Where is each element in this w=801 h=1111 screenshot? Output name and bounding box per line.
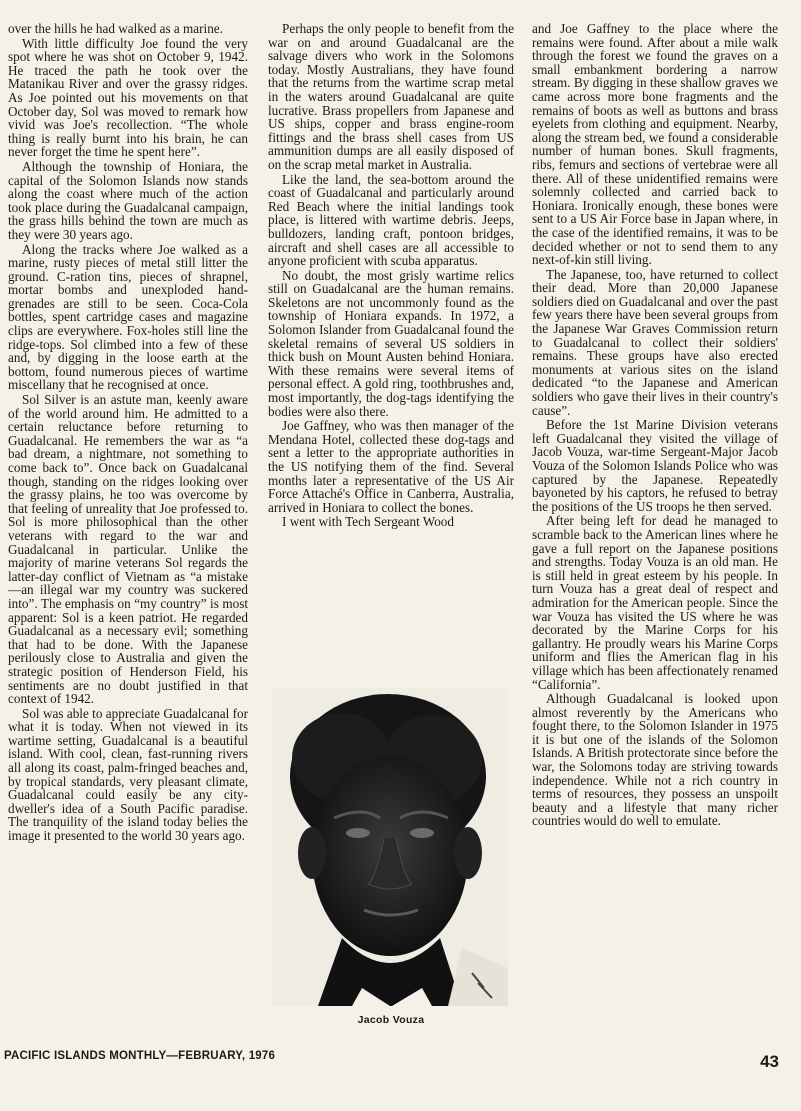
article-column-2 [268, 22, 514, 529]
paragraph: Sol was able to appreciate Guadalcanal for what it is today. When not viewed in its wartime setting, Guadalcanal is a beautiful island. With cool, clean, fast-running rivers all along its coast, palm-fringed beaches and, by tropical standards, very pleasant climate, Guadalcanal could easily be any city-dweller's idea of a South Pacific paradise. The tranquility of the island today belies the image it presented to the world 30 years ago. [8, 705, 248, 844]
paragraph: Before the 1st Marine Division veterans left Guadalcanal they visited the village of Jacob Vouza, war-time Sergeant-Major Jacob Vouza of the Solomon Islands Police who was captured by the Japanese. Repeatedly bayoneted by his captors, he refused to betray the positions of the US troops he then served. [532, 417, 778, 514]
page-number: 43 [760, 1052, 779, 1071]
paragraph: over the hills he had walked as a marine. [8, 21, 223, 36]
photo-caption: Jacob Vouza [357, 1014, 425, 1026]
paragraph: No doubt, the most grisly wartime relics still on Guadalcanal are the human remains. Skeletons are not uncommonly found as the township of Honiara expands. In 1972, a Solomon Islander from Guadalcanal found the skeletal remains of several US soldiers in thick bush on Mount Austen behind Honiara. With these remains were several items of personal effect. A gold ring, toothbrushes and, most importantly, the dog-tags identifying the bodies were also there. [268, 267, 514, 419]
paragraph: Sol Silver is an astute man, keenly aware of the world around him. He admitted to a certain reluctance before returning to Guadalcanal. He remembers the war as “a bad dream, a nightmare, not something to come back to”. Once back on Guadalcanal though, standing on the ridges looking over the grassy plains, he too was overcome by that feeling of unreality that Joe professed to. Sol is more philosophical than the other veterans with regard to the war and Guadalcanal in particular. Unlike the majority of marine veterans Sol regards the latter-day conflict of Vietnam as “a mistake—an illegal war my country was suckered into”. The emphasis on “my country” is most apparent: Sol is a keen patriot. He regarded Guadalcanal as a necessary evil; something that had to be done. With the Japanese perilously close to Australia and given the strategic position of Henderson Field, his sentiments are no doubt justified in that context of 1942. [8, 392, 248, 707]
article-column-1 [8, 22, 248, 843]
paragraph: and Joe Gaffney to the place where the remains were found. After about a mile walk through the forest we found the graves on a small embankment bordering a narrow stream. By digging in these shallow graves we came across more bone fragments and the remains of boots as well as buttons and brass eyelets from clothing and equipment. Nearby, along the stream bed, we found a considerable number of human bones. Skull fragments, ribs, femurs and sections of vertebrae were all there. All of these unidentified remains were solemnly collected and carried back to Honiara. Ironically enough, these bones were sent to a US Air Force base in Japan where, in the case of the identified remains, it was to be decided whether or not to send them to any next-of-kin still living. [532, 21, 778, 268]
publication-footer: PACIFIC ISLANDS MONTHLY—FEBRUARY, 1976 [4, 1050, 276, 1062]
paragraph: Along the tracks where Joe walked as a marine, rusty pieces of metal still litter the ground. C-ration tins, pieces of shrapnel, mortar bombs and unexploded hand-grenades are still to be seen. Coca-Cola bottles, spent cartridge cases and magazine clips are everywhere. Fox-holes still line the ridge-tops. Sol climbed into a few of these and, by digging in the loose earth at the bottom, found numerous pieces of wartime miscellany that he recognised at once. [8, 241, 248, 393]
portrait-photo [272, 688, 508, 1006]
paragraph: With little difficulty Joe found the very spot where he was shot on October 9, 1942. He traced the path he took over the Matanikau River and over the grassy ridges. As Joe pointed out his movements on that October day, Sol was moved to remark how vivid was Joe's recollection. “The whole thing is really burnt into his brain, he can never forget the time he spent here”. [8, 35, 248, 160]
paragraph: Joe Gaffney, who was then manager of the Mendana Hotel, collected these dog-tags and sent a letter to the appropriate authorities in the US notifying them of the find. Several months later a representative of the US Air Force Attaché's Office in Canberra, Australia, arrived in Honiara to collect the bones. [268, 418, 514, 515]
paragraph: I went with Tech Sergeant Wood [282, 514, 454, 530]
paragraph: The Japanese, too, have returned to collect their dead. More than 20,000 Japanese soldiers died on Guadalcanal and over the past few years there have been several groups from the Japanese War Graves Commission return to Guadalcanal to collect their soldiers' remains. These groups have also erected monuments at various sites on the island dedicated “to the Japanese and American soldiers who gave their lives in their country's cause”. [532, 266, 778, 418]
article-column-3 [532, 22, 778, 828]
paragraph: Like the land, the sea-bottom around the coast of Guadalcanal and particularly around Red Beach where the initial landings took place, is littered with wartime debris. Jeeps, bulldozers, landing craft, pontoon bridges, aircraft and shell cases are all accessible to anyone proficient with scuba apparatus. [268, 171, 514, 269]
paragraph: Perhaps the only people to benefit from the war on and around Guadalcanal are the salvage divers who work in the Solomons today. Mostly Australians, they have found that the returns from the wartime scrap metal in the waters around Guadalcanal are quite lucrative. Brass propellers from Japanese and US ships, copper and brass engine-room fittings and the brass shell cases from US ammunition dumps are all easily disposed of on the scrap metal market in Australia. [268, 21, 514, 172]
paragraph: After being left for dead he managed to scramble back to the American lines where he gave a full report on the Japanese positions and strengths. Today Vouza is an old man. He is still held in great esteem by his people. In turn Vouza has a great deal of respect and admiration for the American people. Since the war Vouza has visited the US where he was decorated by the Marine Corps for his gallantry. He proudly wears his Marine Corps uniform and flies the American flag in his village which has been affectionately renamed “California”. [532, 513, 778, 692]
portrait-figure [268, 688, 514, 1030]
portrait-illustration [272, 688, 508, 1006]
paragraph: Although Guadalcanal is looked upon almost reverently by the Americans who fought there, to the Solomon Islander in 1975 it is but one of the islands of the Solomon Islands. A British protectorate since before the war, the Solomons today are striving towards independence. While not a rich country in terms of resources, they possess an unspoilt beauty and a lifestyle that many richer countries would do well to emulate. [532, 691, 778, 829]
paragraph: Although the township of Honiara, the capital of the Solomon Islands now stands along the coast where much of the action took place during the Guadalcanal campaign, the grass hills behind the town are much as they were 30 years ago. [8, 158, 248, 242]
